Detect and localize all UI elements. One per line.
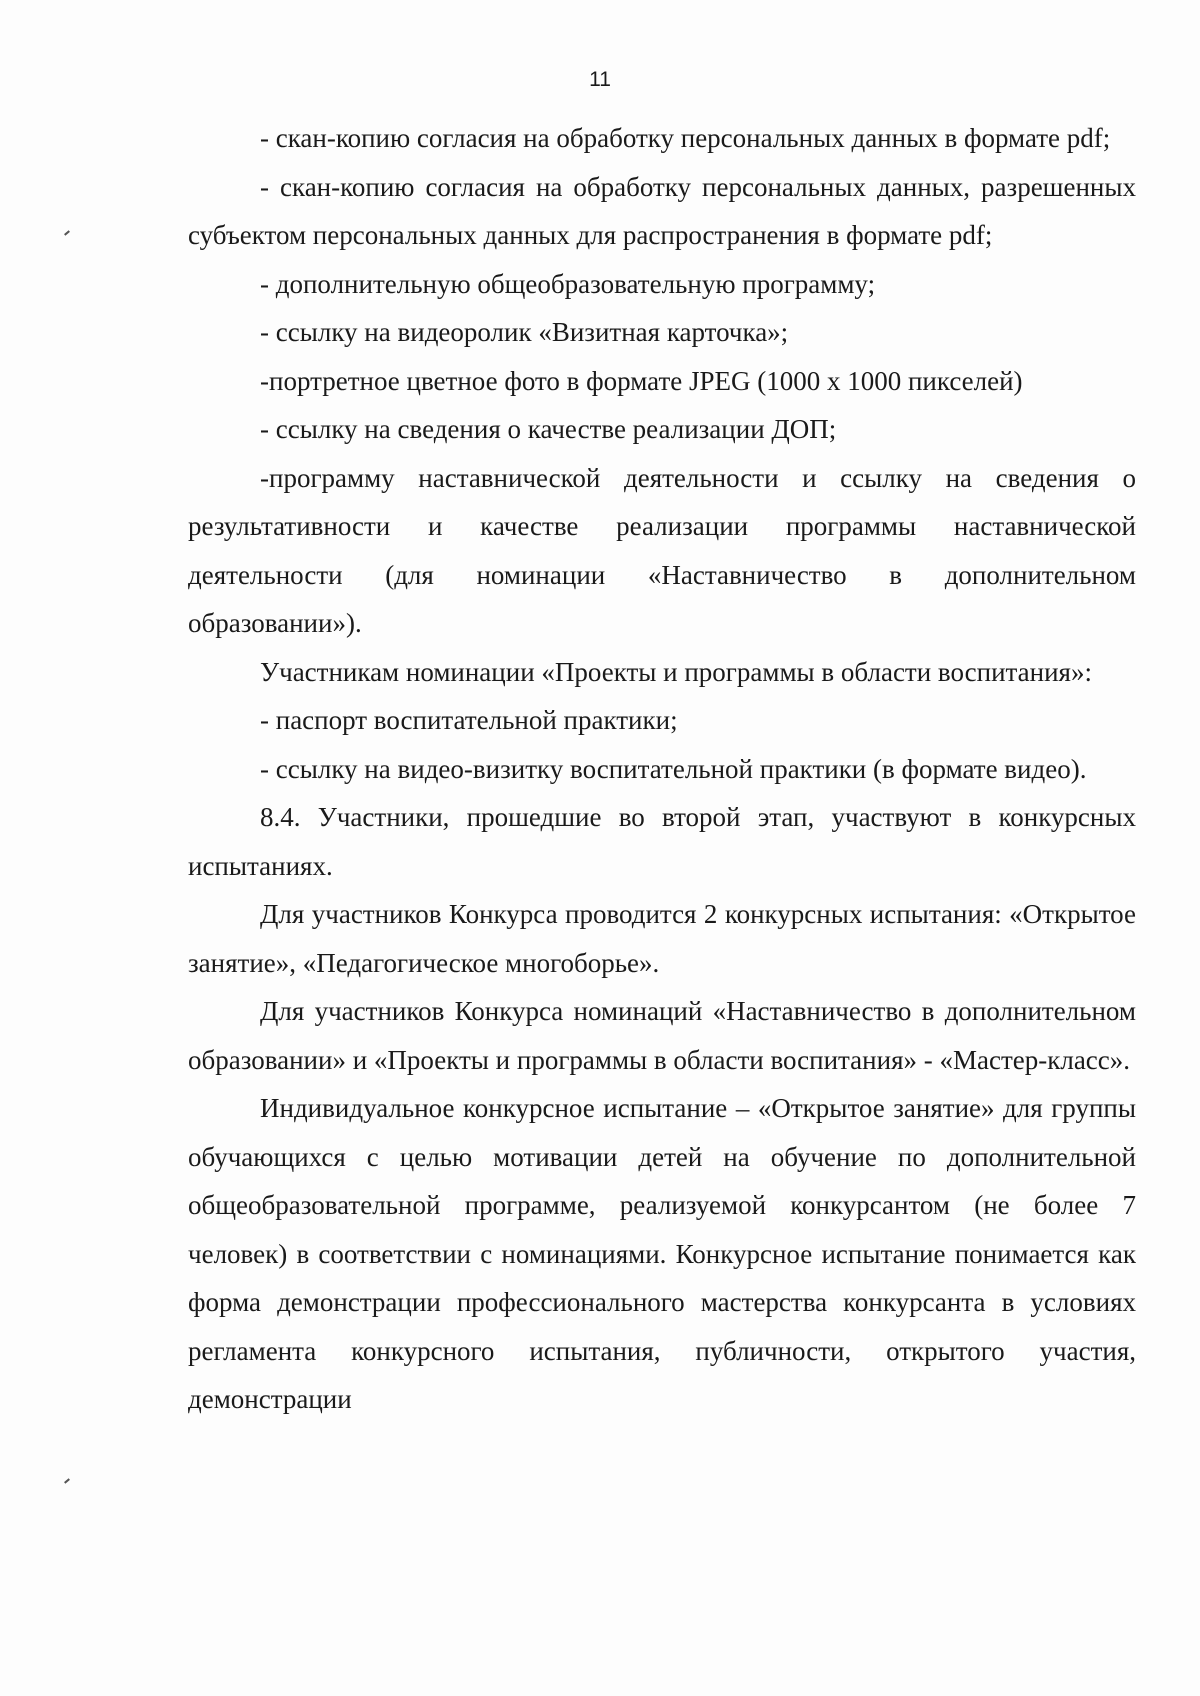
page-number: 11: [589, 68, 611, 91]
paragraph-two-tests: Для участников Конкурса проводится 2 конкурсных испытания: «Открытое занятие», «Педагогическое многоборье».: [188, 899, 1136, 978]
paragraph-nomination-participants: Участникам номинации «Проекты и программы в области воспитания»:: [260, 656, 1092, 687]
paragraph-video-link: - ссылку на видеоролик «Визитная карточка»;: [260, 317, 789, 347]
paragraph-practice-passport: - паспорт воспитательной практики;: [260, 705, 678, 735]
paragraph-quality-link: - ссылку на сведения о качестве реализации ДОП;: [260, 414, 837, 444]
paragraph-consent-pdf: - скан-копию согласия на обработку персональных данных в формате pdf;: [260, 123, 1111, 153]
paragraph-photo: -портретное цветное фото в формате JPEG (1000 х 1000 пикселей): [260, 365, 1023, 396]
document-body: [188, 114, 1136, 1424]
paragraph-mentoring-program: -программу наставнической деятельности и ссылку на сведения о результативности и качестве реализации программы наставнической деятельности (для номинации «Наставничество в дополнительном образовании»).: [188, 462, 1136, 638]
scan-artifact-mark: [64, 230, 70, 235]
paragraph-program: - дополнительную общеобразовательную программу;: [260, 268, 876, 299]
paragraph-consent-distribution: - скан-копию согласия на обработку персональных данных, разрешенных субъектом персональных данных для распространения в формате pdf;: [188, 171, 1136, 250]
paragraph-master-class: Для участников Конкурса номинаций «Наставничество в дополнительном образовании» и «Проекты и программы в области воспитания» - «Мастер-класс».: [188, 996, 1136, 1075]
scan-artifact-mark: [64, 1478, 70, 1483]
paragraph-video-card: - ссылку на видео-визитку воспитательной практики (в формате видео).: [260, 753, 1087, 784]
paragraph-open-lesson: Индивидуальное конкурсное испытание – «Открытое занятие» для группы обучающихся с целью мотивации детей на обучение по дополнительной общеобразовательной программе, реализуемой конкурсантом (не более 7 человек) в соответствии с номинациями. Конкурсное испытание понимается как форма демонстрации профессионального мастерства конкурсанта в условиях регламента конкурсного испытания, публичности, открытого участия, демонстрации: [188, 1093, 1136, 1414]
paragraph-section-8-4: 8.4. Участники, прошедшие во второй этап, участвуют в конкурсных испытаниях.: [188, 802, 1136, 881]
